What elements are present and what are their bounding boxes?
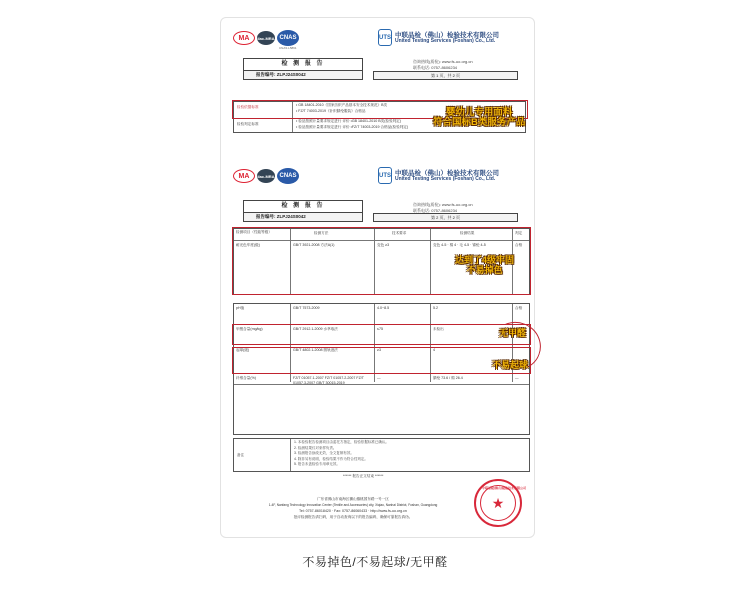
company-name-cn: 中联品检（佛山）检验技术有限公司 [395,170,499,177]
table-row-req: 变色 ≥3 [377,243,390,247]
cnas-number: CNAS L5891 [279,46,297,50]
uts-seal-icon: UTS [378,29,392,46]
standard-label-2: 检验判定标准 [237,122,259,126]
report-title: 检 测 报 告 [281,61,325,67]
cnas-logo-icon: CNAS [277,168,299,184]
highlight-box-formaldehyde [232,324,531,345]
table-row-req: ≤75 [377,327,383,331]
stamp-star-icon: ★ [491,494,505,511]
callout-grade4-line: 达到了4级牢固 不易掉色 [455,255,515,275]
report-number: 报告编号: ZLPJ24S0042 [244,70,362,79]
company-name-en: United Testing Services (Foshan) Co., Ltd. [395,38,496,44]
highlight-box-pilling [232,347,531,374]
page-indicator-2: 第 2 页，共 2 页 [373,213,518,222]
table-row-result: 变色 4-5 · 棉 4 · 毛 4-5 · 锦纶 4-5 [433,243,486,247]
callout-no-formaldehyde: 无甲醛 [499,328,527,338]
table-row-req: 4.0~8.5 [377,306,390,310]
standard-line-1: • GB 18401-2010《国家纺织产品基本安全技术规范》B类 [296,103,388,107]
report-sheet-page-1 [233,26,526,138]
table-row-item: 起球(级) [236,348,250,352]
standard-label-1: 检验依据标准 [237,105,259,109]
ilac-logo-icon: ilac-MRA [257,31,275,45]
contact-info-2: 咨询热线(质检): www.fs-uo.org.cn 联系电话: 0757-8606234 [413,202,473,213]
report-title: 检 测 报 告 [281,203,325,209]
table-row-judge: — [515,376,519,380]
notes-label: 备注 [237,453,245,457]
table-row-req: — [377,376,381,380]
cnas-logo-icon: CNAS [277,30,299,46]
report-header [233,26,526,56]
table-row-judge: 合格 [515,243,523,247]
table-row-method: FZ/T 01057.1-2007 FZ/T 01057.2-2007 FZ/T 01057.3-2007 GB/T 30015-2019 [293,376,364,385]
col-header-judge: 判定 [515,231,523,235]
page-indicator: 第 1 页，共 2 页 [373,71,518,80]
table-row-item: 甲醛含量(mg/kg) [236,327,263,331]
standard-line-2b: • 检品按照计量要求规定进行 评价 •FZ/T 74003-2019 合格品(检验判定) [296,125,409,129]
table-row-method: GB/T 7573-2009 [293,306,320,310]
callout-b-class [433,108,525,128]
table-row-result: 4 [433,348,435,352]
table-row-result: 5.2 [433,306,438,310]
table-row-item: 耐光色牢度(级) [236,243,260,247]
official-stamp-icon [474,479,526,527]
address-block: 广东省佛山市南海区狮山镇桃园东路一号一区 1-4F, Nanfang Technology Innovation Center (Textile and Accessories) city, Xiqiao, Nanhai District, Foshan, Guangdong Tel: 0757-86018420 · Fax: 0757-86060433 · http://www.fs-uo.org.cn 批评检测报告请扫码，用于自动查询以下的报告编码，确保可靠报告真伪。 [268,497,438,519]
company-name-en: United Testing Services (Foshan) Co., Ltd. [395,176,496,182]
notes-table [233,438,530,472]
callout-grade4 [455,255,514,275]
table-row-method: GB/T 3921-2008 方法A(1) [293,243,335,247]
notes-list: 1. 本检验报告检测项目由委托方指定，检验依据标准已确认。 2. 检测结果仅对来样负责。 3. 检测报告涂改无效，全文复制有效。 4. 除非另有说明，检验结果不作为符合性判定。 5. 报告未盖检验专用章无效。 [294,440,389,467]
table-row-item: 纤维含量(%) [236,376,256,380]
report-title-box [243,58,363,80]
standard-line-2: • 检品按照计量要求规定进行 评价 •GB 18401-2010 B类(检验判定) [296,119,401,123]
col-header-item: 检测项目（性能等级） [236,230,272,234]
uts-seal-icon: UTS [378,167,392,184]
cma-logo-icon: MA [233,169,255,183]
report-title-box-2 [243,200,363,222]
ilac-logo-icon: ilac-MRA [257,169,275,183]
report-number: 报告编号: ZLPJ24S0042 [244,212,362,221]
stamp-text: 中联品检(佛山)检验技术有限公司 [482,486,526,490]
col-header-result: 检测结果 [460,231,475,235]
table-row-result: 未检出 [433,327,444,331]
contact-info: 咨询热线(质检): www.fs-uo.org.cn 联系电话: 0757-8606234 [413,59,473,70]
product-caption: 不易掉色/不易起球/无甲醛 [302,555,448,569]
col-header-req: 技术要求 [392,231,407,235]
company-name-cn: 中联品检（佛山）检验技术有限公司 [395,32,499,39]
report-image-card [220,17,535,538]
col-header-method: 检测方法 [314,231,329,235]
report-header-2 [233,164,526,194]
table-row-item: pH值 [236,306,245,310]
table-row-method: GB/T 2912.1-2009 水萃取法 [293,327,338,331]
report-end-line: ****** 报告正文结束 ****** [343,474,384,478]
cma-logo-icon: MA [233,31,255,45]
table-row-judge: 合格 [515,306,523,310]
standard-line-1b: • FZ/T 74003-2019《针织腈纶服装》合格品 [296,109,366,113]
callout-no-pilling: 不易起球 [492,360,529,370]
callout-b-class-line: 婴幼儿专用面料 符合国标B类服务产品 [433,107,526,128]
table-row-result: 腈纶 73.6 / 棉 26.4 [433,376,463,380]
table-row-req: ≥3 [377,348,381,352]
report-sheet-page-2 [233,164,529,478]
table-row-method: GB/T 4802.1-2008 圆轨迹法 [293,348,338,352]
